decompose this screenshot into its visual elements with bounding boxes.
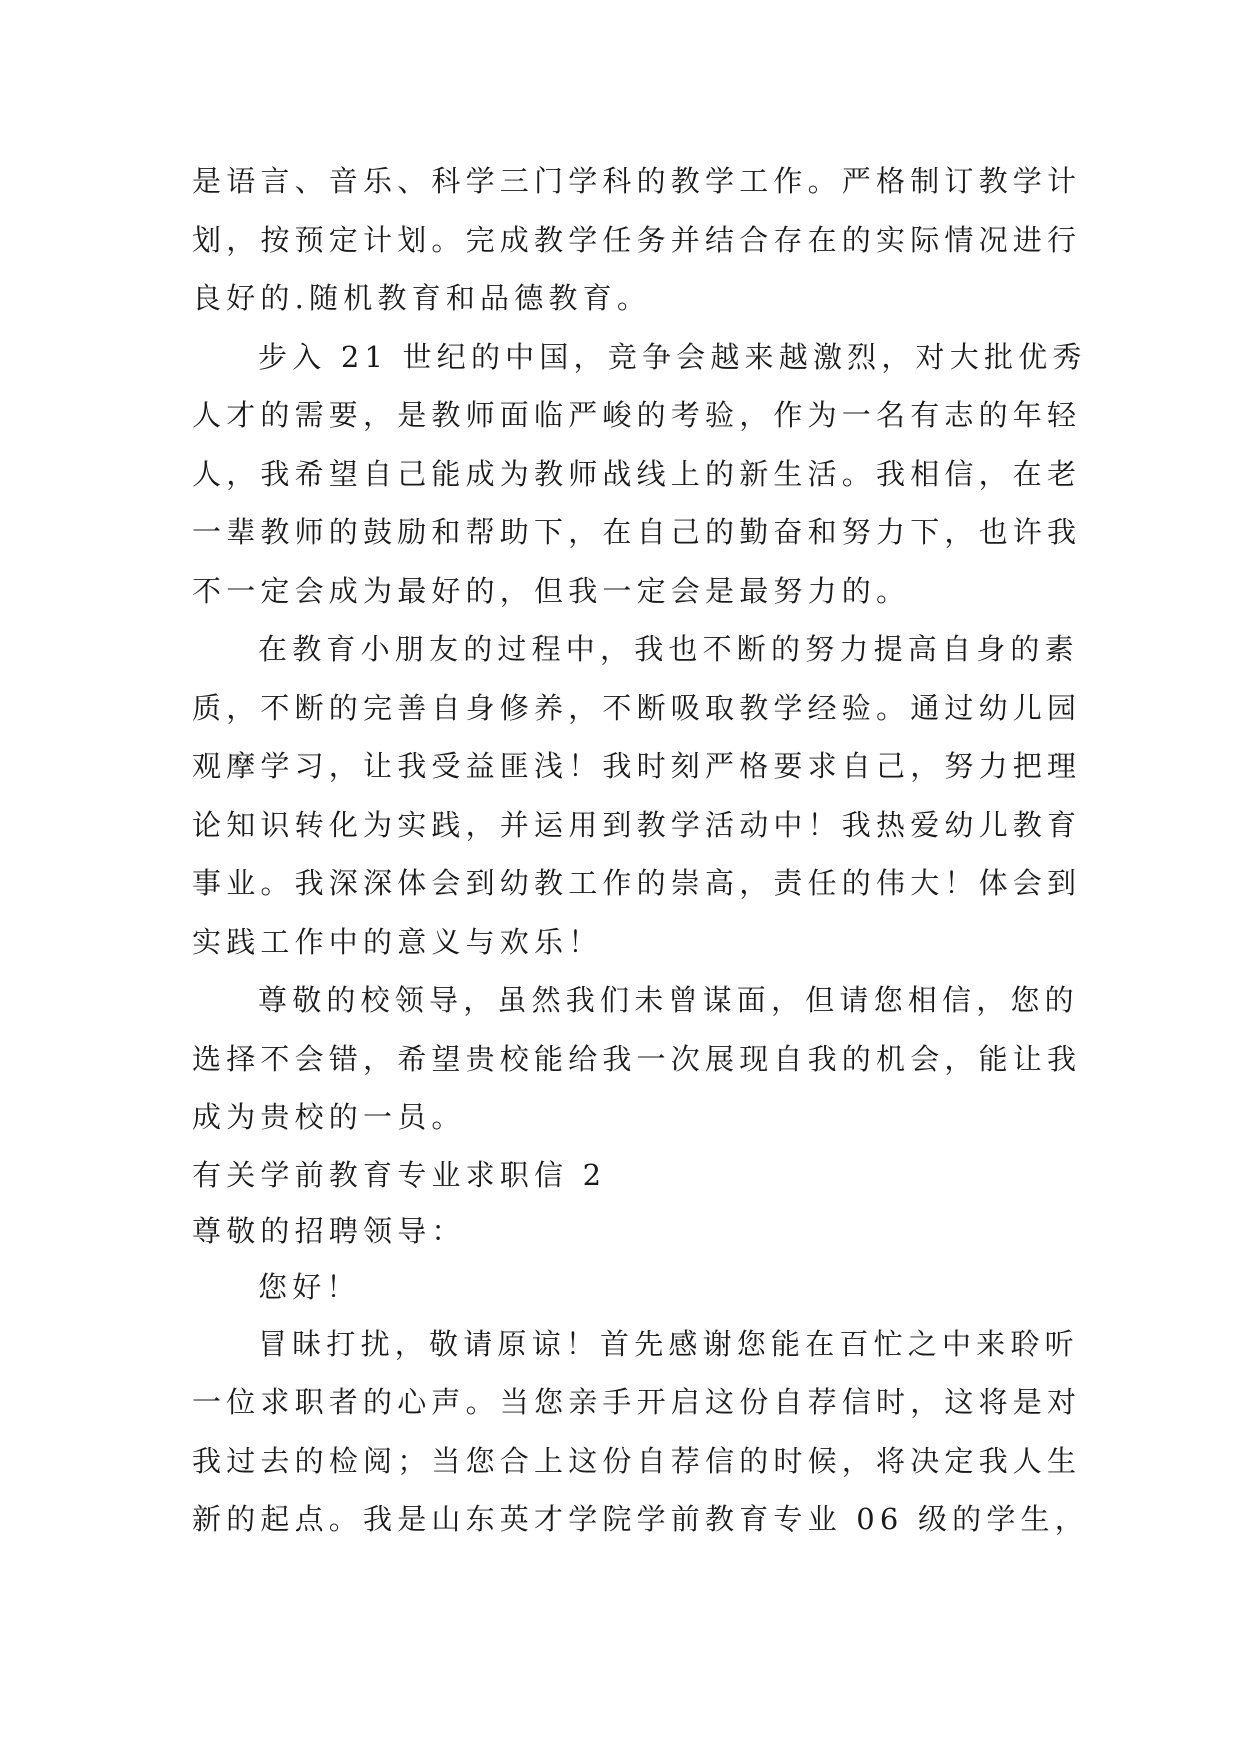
text-line: 我过去的检阅；当您合上这份自荐信的时候，将决定我人生 (192, 1443, 1082, 1478)
text-line: 选择不会错，希望贵校能给我一次展现自我的机会，能让我 (192, 1041, 1082, 1076)
document-body (192, 152, 1089, 1549)
text-line: 一辈教师的鼓励和帮助下，在自己的勤奋和努力下，也许我 (192, 515, 1082, 549)
text-line: 观摩学习，让我受益匪浅！我时刻严格要求自己，努力把理 (192, 749, 1082, 783)
text-line: 冒昧打扰，敬请原谅！首先感谢您能在百忙之中来聆听 (258, 1326, 1079, 1361)
paragraph-1 (192, 152, 1082, 328)
greeting (192, 1259, 1062, 1315)
paragraph-5 (192, 1315, 1089, 1549)
text-line: 不一定会成为最好的，但我一定会是最努力的。 (192, 573, 911, 608)
greeting-text: 您好！ (258, 1269, 361, 1304)
text-line: 尊敬的校领导，虽然我们未曾谋面，但请您相信，您的 (258, 983, 1079, 1017)
paragraph-2 (192, 328, 1087, 621)
section-heading (192, 1147, 1062, 1203)
text-line: 论知识转化为实践，并运用到教学活动中！我热爱幼儿教育 (192, 807, 1082, 842)
text-line: 人，我希望自己能成为教师战线上的新生活。我相信，在老 (192, 456, 1082, 491)
text-line: 新的起点。我是山东英才学院学前教育专业 06 级的学生， (192, 1502, 1089, 1536)
text-line: 划，按预定计划。完成教学任务并结合存在的实际情况进行 (192, 222, 1082, 257)
text-line: 步入 21 世纪的中国，竞争会越来越激烈，对大批优秀 (258, 339, 1087, 374)
salutation-text: 尊敬的招聘领导： (192, 1213, 466, 1248)
text-line: 实践工作中的意义与欢乐！ (192, 924, 603, 959)
heading-text: 有关学前教育专业求职信 2 (192, 1157, 607, 1192)
text-line: 人才的需要，是教师面临严峻的考验，作为一名有志的年轻 (192, 398, 1082, 432)
paragraph-4 (192, 971, 1082, 1147)
text-line: 一位求职者的心声。当您亲手开启这份自荐信时，这将是对 (192, 1385, 1082, 1419)
salutation (192, 1203, 1062, 1259)
text-line: 在教育小朋友的过程中，我也不断的努力提高自身的素 (258, 632, 1079, 666)
paragraph-3 (192, 620, 1082, 971)
text-line: 事业。我深深体会到幼教工作的崇高，责任的伟大！体会到 (192, 866, 1082, 900)
text-line: 良好的.随机教育和品德教育。 (192, 281, 652, 315)
text-line: 成为贵校的一员。 (192, 1100, 466, 1134)
text-line: 是语言、音乐、科学三门学科的教学工作。严格制订教学计 (192, 164, 1082, 198)
text-line: 质，不断的完善自身修养，不断吸取教学经验。通过幼儿园 (192, 690, 1082, 725)
